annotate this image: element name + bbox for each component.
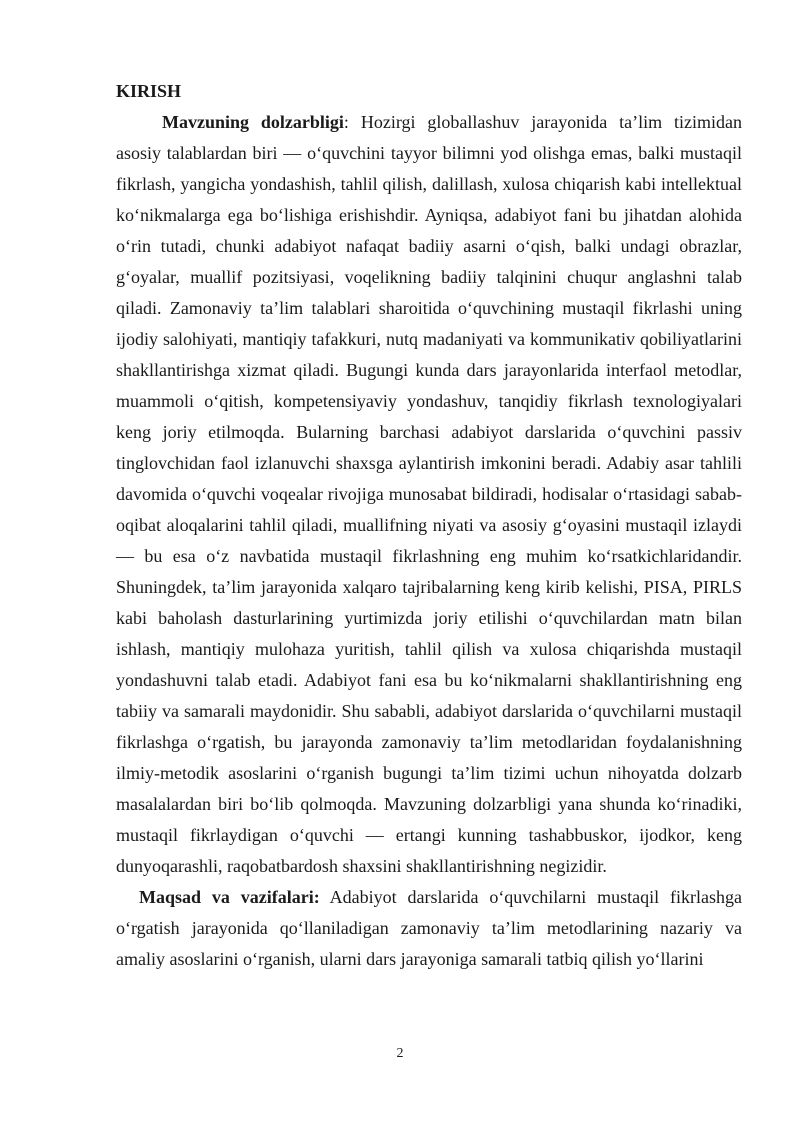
paragraph-relevance: [116, 107, 742, 882]
page-number: 2: [396, 1046, 404, 1061]
section-heading: KIRISH: [116, 81, 182, 101]
paragraph-separator: :: [343, 112, 361, 132]
paragraph-goals: [116, 882, 742, 975]
paragraph-lead-goals: Maqsad va vazifalari:: [139, 887, 320, 907]
paragraph-body-goals: Adabiyot darslarida o‘quvchilarni mustaqil fikrlashga o‘rgatish jarayonida qo‘llaniladigan zamonaviy ta’lim metodlarining nazariy va amaliy asoslarini o‘rganish, ularni dars jarayoniga samarali tatbiq qilish yo‘llarini: [116, 887, 742, 969]
page-content: [116, 76, 742, 975]
paragraph-separator: [320, 887, 330, 907]
paragraph-lead-relevance: Mavzuning dolzarbligi: [162, 112, 344, 132]
paragraph-body-relevance: Hozirgi globallashuv jarayonida ta’lim tizimidan asosiy talablardan biri — o‘quvchini tayyor bilimni yod olishga emas, balki mustaqil fikrlash, yangicha yondashish, tahlil qilish, dalillash, xulosa chiqarish kabi intellektual ko‘nikmalarga ega bo‘lishiga erishishdir. Ayniqsa, adabiyot fani bu jihatdan alohida o‘rin tutadi, chunki adabiyot nafaqat badiiy asarni o‘qish, balki undagi obrazlar, g‘oyalar, muallif pozitsiyasi, voqelikning badiiy talqinini chuqur anglashni talab qiladi. Zamonaviy ta’lim talablari sharoitida o‘quvchining mustaqil fikrlashi uning ijodiy salohiyati, mantiqiy tafakkuri, nutq madaniyati va kommunikativ qobiliyatlarini shakllantirishga xizmat qiladi. Bugungi kunda dars jarayonlarida interfaol metodlar, muammoli o‘qitish, kompetensiyaviy yondashuv, tanqidiy fikrlash texnologiyalari keng joriy etilmoqda. Bularning barchasi adabiyot darslarida o‘quvchini passiv tinglovchidan faol izlanuvchi shaxsga aylantirish imkonini beradi. Adabiy asar tahlili davomida o‘quvchi voqealar rivojiga munosabat bildiradi, hodisalar o‘rtasidagi sabab-oqibat aloqalarini tahlil qiladi, muallifning niyati va asosiy g‘oyasini mustaqil izlaydi — bu esa o‘z navbatida mustaqil fikrlashning eng muhim ko‘rsatkichlaridandir. Shuningdek, ta’lim jarayonida xalqaro tajribalarning keng kirib kelishi, PISA, PIRLS kabi baholash dasturlarining yurtimizda joriy etilishi o‘quvchilardan matn bilan ishlash, mantiqiy mulohaza yuritish, tahlil qilish va xulosa chiqarishda mustaqil yondashuvni talab etadi. Adabiyot fani esa bu ko‘nikmalarni shakllantirishning eng tabiiy va samarali maydonidir. Shu sababli, adabiyot darslarida o‘quvchilarni mustaqil fikrlashga o‘rgatish, bu jarayonda zamonaviy ta’lim metodlaridan foydalanishning ilmiy-metodik asoslarini o‘rganish bugungi ta’lim tizimi uchun nihoyatda dolzarb masalalardan biri bo‘lib qolmoqda. Mavzuning dolzarbligi yana shunda ko‘rinadiki, mustaqil fikrlaydigan o‘quvchi — ertangi kunning tashabbuskor, ijodkor, keng dunyoqarashli, raqobatbardosh shaxsini shakllantirishning negizidir.: [116, 112, 742, 876]
